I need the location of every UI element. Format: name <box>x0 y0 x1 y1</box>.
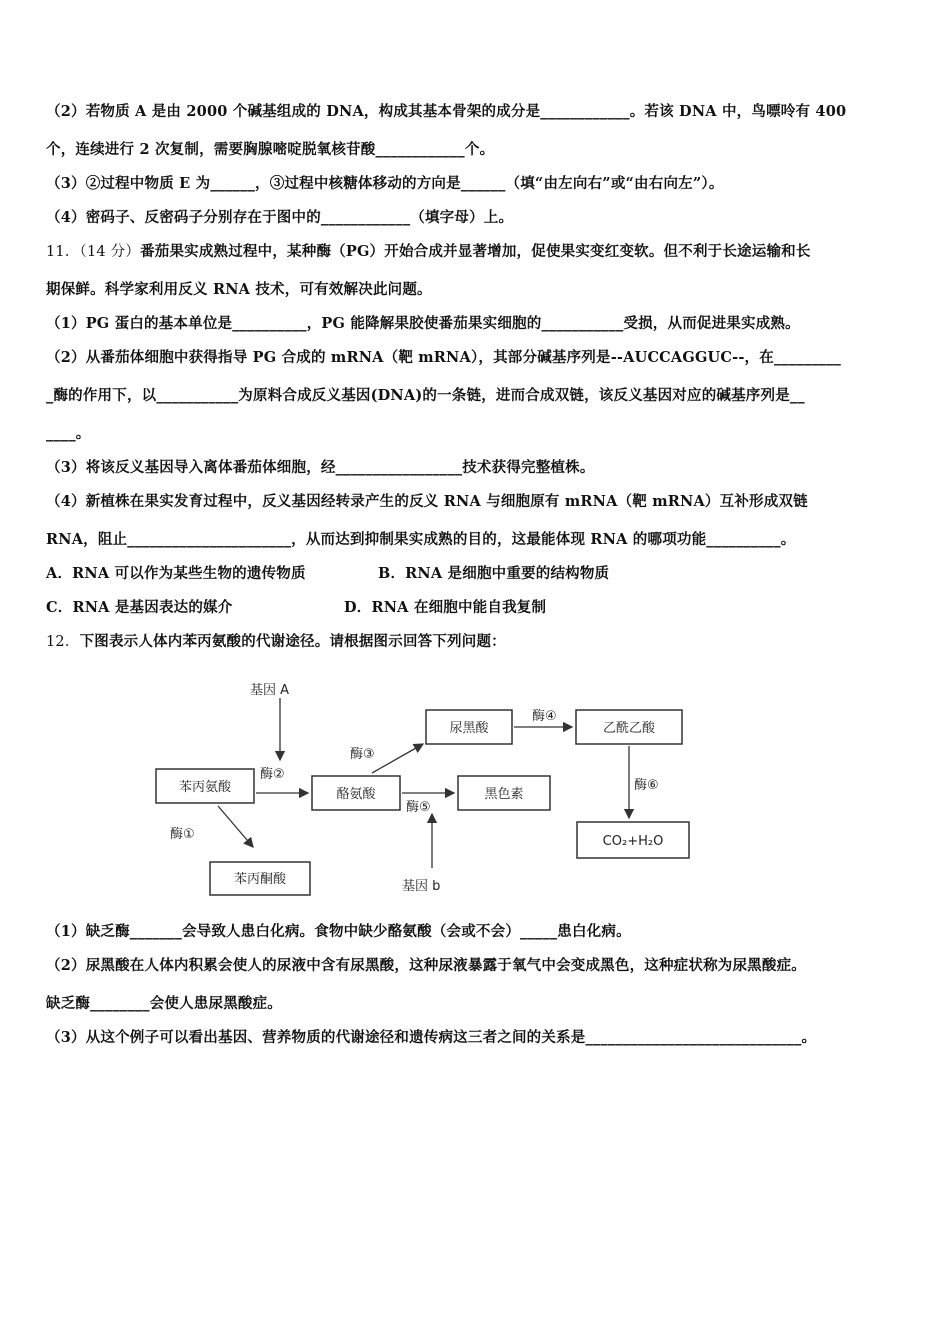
q11-part4-line2: RNA，阻止______________________，从而达到抑制果实成熟的目的，这最能体现 RNA 的哪项功能__________。 <box>46 531 796 548</box>
q11-intro-line2: 期保鲜。科学家利用反义 RNA 技术，可有效解决此问题。 <box>46 281 432 298</box>
option-b: B．RNA 是细胞中重要的结构物质 <box>378 565 610 582</box>
q10-part2-line1: （2）若物质 A 是由 2000 个碱基组成的 DNA，构成其基本骨架的成分是____________。若该 DNA 中，鸟嘌呤有 400 <box>46 103 847 120</box>
tyrosine-label: 酪氨酸 <box>336 787 376 802</box>
enzyme1-arrow <box>218 806 253 847</box>
q11-part3: （3）将该反义基因导入离体番茄体细胞，经_________________技术获得完整植株。 <box>46 459 595 476</box>
enzyme3-label: 酶③ <box>350 747 375 762</box>
enzyme4-label: 酶④ <box>532 709 557 724</box>
melanin-label: 黑色素 <box>484 787 524 802</box>
q11-part4-line1: （4）新植株在果实发育过程中，反义基因经转录产生的反义 RNA 与细胞原有 mRNA（靶 mRNA）互补形成双链 <box>46 493 808 510</box>
q11-number: 11．（14 分） <box>46 244 141 260</box>
q11-options-row2 <box>46 598 920 618</box>
co2-h2o-label: CO₂+H₂O <box>602 834 664 849</box>
q12-part1: （1）缺乏酶_______会导致人患白化病。食物中缺少酪氨酸（会或不会）_____患白化病。 <box>46 923 631 940</box>
option-d: D．RNA 在细胞中能自我复制 <box>344 599 547 616</box>
q11-part2-line2: _酶的作用下，以___________为原料合成反义基因(DNA)的一条链，进而合成双链，该反义基因对应的碱基序列是__ <box>46 387 805 404</box>
q11-intro-line1 <box>46 242 920 262</box>
q12-number: 12． <box>46 634 80 650</box>
q12-intro-text: 下图表示人体内苯丙氨酸的代谢途径。请根据图示回答下列问题： <box>79 633 506 650</box>
gene-a-label: 基因 A <box>250 683 290 698</box>
q10-part3: （3）②过程中物质 E 为______，③过程中核糖体移动的方向是______（填“由左向右”或“由右向左”）。 <box>46 175 724 192</box>
gene-b-label: 基因 b <box>402 879 441 894</box>
option-c: C．RNA 是基因表达的媒介 <box>46 599 233 616</box>
q12-part2-line2: 缺乏酶________会使人患尿黑酸症。 <box>46 995 282 1012</box>
homogentisic-acid-label: 尿黑酸 <box>449 721 489 736</box>
q10-part4: （4）密码子、反密码子分别存在于图中的____________（填字母）上。 <box>46 209 514 226</box>
q12-part2-line1: （2）尿黑酸在人体内积累会使人的尿液中含有尿黑酸，这种尿液暴露于氧气中会变成黑色，这种症状称为尿黑酸症。 <box>46 957 806 974</box>
q11-options-row1 <box>46 564 920 584</box>
enzyme6-label: 酶⑥ <box>634 778 659 793</box>
phenylalanine-pathway-diagram <box>140 672 700 902</box>
enzyme1-label: 酶① <box>170 827 195 842</box>
phenylpyruvate-label: 苯丙酮酸 <box>233 872 287 887</box>
q10-part2-line2: 个，连续进行 2 次复制，需要胸腺嘧啶脱氧核苷酸____________个。 <box>46 141 495 158</box>
option-a: A．RNA 可以作为某些生物的遗传物质 <box>46 565 306 582</box>
q12-part3: （3）从这个例子可以看出基因、营养物质的代谢途径和遗传病这三者之间的关系是_____________________________。 <box>46 1029 817 1046</box>
q11-part2-line1: （2）从番茄体细胞中获得指导 PG 合成的 mRNA（靶 mRNA），其部分碱基序列是--AUCCAGGUC--，在_________ <box>46 349 842 366</box>
enzyme3-arrow <box>372 744 423 773</box>
q11-part2-line3: ____。 <box>46 425 91 442</box>
q11-part1: （1）PG 蛋白的基本单位是__________，PG 能降解果胶使番茄果实细胞的___________受损，从而促进果实成熟。 <box>46 315 800 332</box>
q12-intro <box>46 632 920 652</box>
enzyme2-label: 酶② <box>260 767 285 782</box>
enzyme5-label: 酶⑤ <box>406 800 431 815</box>
q11-intro-text: 番茄果实成熟过程中，某种酶（PG）开始合成并显著增加，促使果实变红变软。但不利于长途运输和长 <box>140 243 811 260</box>
phenylalanine-label: 苯丙氨酸 <box>178 780 232 795</box>
acetoacetate-label: 乙酰乙酸 <box>602 721 656 736</box>
